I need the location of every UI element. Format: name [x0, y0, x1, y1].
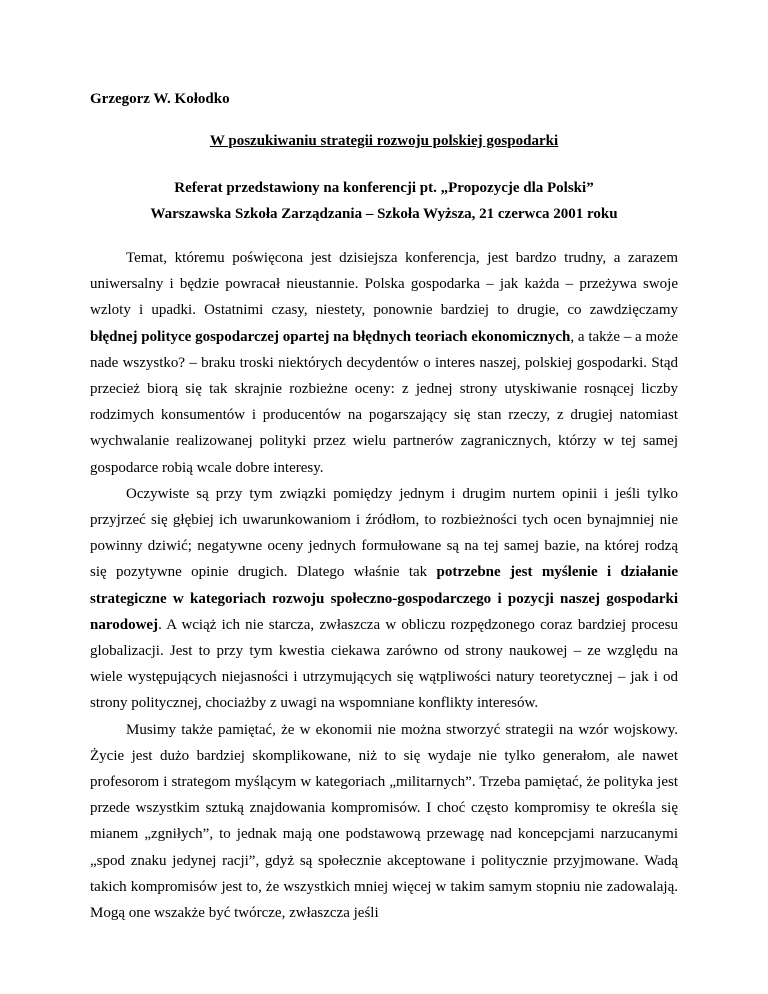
paragraph-text: , a także – a może nade wszystko? – braku troski niektórych decydentów o interes naszej, polskiej gospodarki. Stąd przecież biorą się tak skrajnie rozbieżne oceny: z jednej strony utyskiwanie rosnącej liczby rodzimych konsumentów i producentów na pogarszający się stan rzeczy, z drugiej natomiast wychwalanie realizowanej polityki przez wielu partnerów zagranicznych, którzy w tej samej gospodarce robią wcale dobre interesy.	[90, 328, 678, 476]
paragraph-text: Temat, któremu poświęcona jest dzisiejsza konferencja, jest bardzo trudny, a zarazem uniwersalny i będzie powracał nieustannie. Polska gospodarka – jak każda – przeżywa swoje wzloty i upadki. Ostatnimi czasy, niestety, ponownie bardziej to drugie, co zawdzięczamy	[90, 250, 678, 319]
paragraph-3	[90, 717, 678, 927]
paragraph-text: . A wciąż ich nie starcza, zwłaszcza w obliczu rozpędzonego coraz bardziej procesu globalizacji. Jest to przy tym kwestia ciekawa zarówno od strony naukowej – ze względu na wiele występujących niejasności i utrzymujących się wątpliwości natury teoretycznej – jak i od strony politycznej, chociażby z uwagi na wspomniane konflikty interesów.	[90, 616, 678, 712]
subtitle-venue-date: Warszawska Szkoła Zarządzania – Szkoła Wyższa, 21 czerwca 2001 roku	[150, 206, 618, 222]
bold-emphasis: potrzebne jest myślenie i działanie strategiczne w kategoriach rozwoju społeczno-gospodarczego i pozycji naszej gospodarki narodowej	[90, 564, 679, 633]
paragraph-text: Musimy także pamiętać, że w ekonomii nie można stworzyć strategii na wzór wojskowy. Życie jest dużo bardziej skomplikowane, niż to się wydaje nie tylko generałom, ale nawet profesorom i strategom myślącym w kategoriach „militarnych”. Trzeba pamiętać, że polityka jest przede wszystkim sztuką znajdowania kompromisów. I choć często kompromisy te określa się mianem „zgniłych”, to jednak mają one podstawową przewagę nad koncepcjami narzucanymi „spod znaku jedynej racji”, gdyż są społecznie akceptowane i politycznie przyjmowane. Wadą takich kompromisów jest to, że wszystkich mniej więcej w takim samym stopniu nie zadowalają. Mogą one wszakże być twórcze, zwłaszcza jeśli	[90, 721, 678, 922]
bold-emphasis: błędnej polityce gospodarczej opartej na błędnych teoriach ekonomicznych	[90, 328, 571, 345]
paragraph-text: Oczywiste są przy tym związki pomiędzy jednym i drugim nurtem opinii i jeśli tylko przyjrzeć się głębiej ich uwarunkowaniom i źródłom, to rozbieżności tych ocen bynajmniej nie powinny dziwić; negatywne oceny jednych formułowane są na tej samej bazie, na której rodzą się pozytywne opinie drugich. Dlatego właśnie tak	[90, 485, 678, 581]
author-name: Grzegorz W. Kołodko	[90, 91, 230, 107]
body-text	[90, 245, 678, 926]
subtitle-conference: Referat przedstawiony na konferencji pt. „Propozycje dla Polski”	[174, 180, 594, 196]
paragraph-1	[90, 245, 678, 481]
document-title: W poszukiwaniu strategii rozwoju polskiej gospodarki	[209, 133, 559, 149]
paragraph-2	[90, 481, 678, 717]
